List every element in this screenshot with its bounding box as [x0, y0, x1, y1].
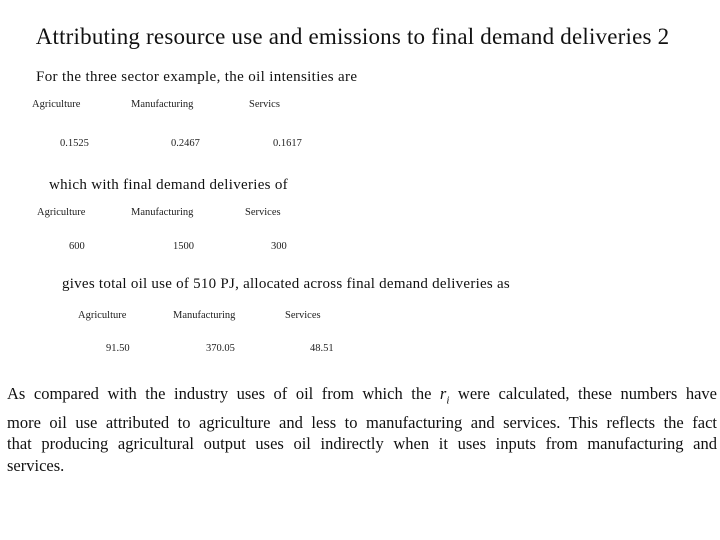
table3-header-services: Services [285, 310, 321, 321]
paragraph-line-1 [7, 383, 717, 412]
table3-header-agriculture: Agriculture [78, 310, 127, 321]
table2-value-manufacturing: 1500 [173, 241, 194, 252]
table1-header-services: Servics [249, 99, 280, 110]
table1-value-services: 0.1617 [273, 138, 302, 149]
table1-value-agriculture: 0.1525 [60, 138, 89, 149]
table1-value-manufacturing: 0.2467 [171, 138, 200, 149]
table3-value-services: 48.51 [310, 343, 334, 354]
conclusion-paragraph [7, 383, 717, 476]
table1-header-agriculture: Agriculture [32, 99, 81, 110]
variable-subscript: i [446, 394, 450, 407]
paragraph-line-4: services. [7, 455, 65, 475]
paragraph-line-1-post: were calculated, these numbers have [449, 384, 717, 403]
paragraph-line-1-pre: As compared with the industry uses of oil from which the [7, 384, 440, 403]
table1-header-manufacturing: Manufacturing [131, 99, 194, 110]
page-title: Attributing resource use and emissions to final demand deliveries 2 [35, 24, 670, 49]
table2-header-services: Services [245, 207, 281, 218]
variable-r: r [439, 384, 447, 403]
intro-text: For the three sector example, the oil intensities are [36, 69, 358, 85]
table2-value-services: 300 [271, 241, 287, 252]
table2-header-agriculture: Agriculture [37, 207, 86, 218]
table3-value-agriculture: 91.50 [106, 343, 130, 354]
table3-header-manufacturing: Manufacturing [173, 310, 236, 321]
mid-text-total-oil-use: gives total oil use of 510 PJ, allocated across final demand deliveries as [62, 276, 510, 292]
table2-value-agriculture: 600 [69, 241, 85, 252]
mid-text-final-demand: which with final demand deliveries of [49, 177, 288, 193]
table2-header-manufacturing: Manufacturing [131, 207, 194, 218]
paragraph-line-3: that producing agricultural output uses oil indirectly when it uses inputs from manufacturing and [7, 434, 717, 454]
paragraph-line-2: more oil use attributed to agriculture and less to manufacturing and services. This reflects the fact [7, 412, 717, 432]
table3-value-manufacturing: 370.05 [206, 343, 235, 354]
